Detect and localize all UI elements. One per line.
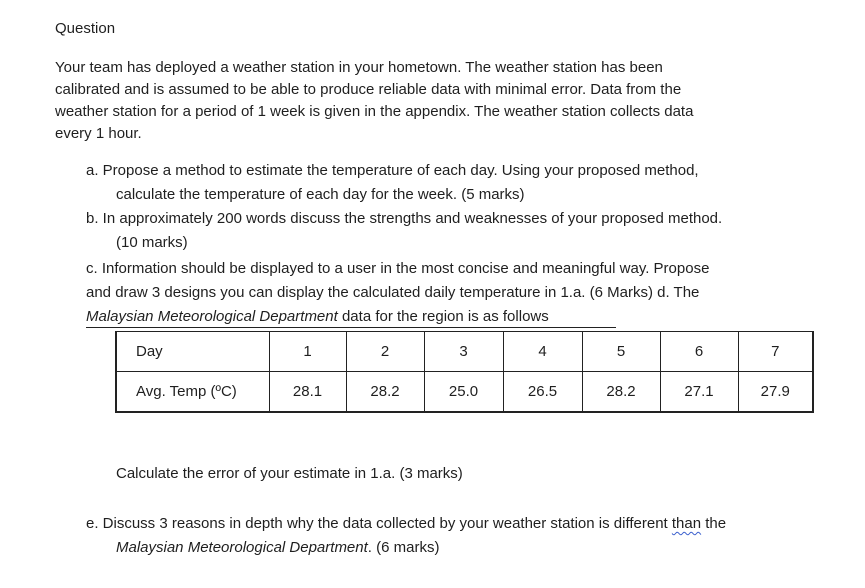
part-a-line: a. Propose a method to estimate the temperature of each day. Using your proposed method, xyxy=(86,162,699,179)
day-cell: 1 xyxy=(269,332,346,372)
temp-cell: 27.1 xyxy=(660,372,738,413)
part-a-line: calculate the temperature of each day for the week. (5 marks) xyxy=(116,186,525,203)
intro-line: every 1 hour. xyxy=(55,125,142,142)
day-cell: 6 xyxy=(660,332,738,372)
part-c-line-rest: data for the region is as follows xyxy=(337,308,549,325)
intro-line: Your team has deployed a weather station in your hometown. The weather station has been xyxy=(55,59,663,76)
part-c-line: c. Information should be displayed to a user in the most concise and meaningful way. Propose xyxy=(86,260,710,277)
part-e-line-end: the xyxy=(701,515,727,532)
day-cell: 3 xyxy=(424,332,503,372)
day-cell: 2 xyxy=(346,332,424,372)
spellcheck-word: than xyxy=(671,515,702,532)
table-row xyxy=(116,372,813,413)
part-e-line xyxy=(86,515,726,533)
department-name: Malaysian Meteorological Department xyxy=(116,539,368,556)
part-b-line: (10 marks) xyxy=(116,234,188,251)
department-name: Malaysian Meteorological Department xyxy=(86,308,338,325)
part-c-line: and draw 3 designs you can display the calculated daily temperature in 1.a. (6 Marks) d. The xyxy=(86,284,700,301)
temp-cell: 28.2 xyxy=(346,372,424,413)
temp-cell: 27.9 xyxy=(738,372,813,413)
question-heading: Question xyxy=(55,20,116,37)
part-b-line: b. In approximately 200 words discuss the strengths and weaknesses of your proposed method. xyxy=(86,210,723,227)
part-c-line xyxy=(86,308,549,326)
day-cell: 4 xyxy=(503,332,582,372)
part-d-calculation: Calculate the error of your estimate in 1.a. (3 marks) xyxy=(116,465,463,482)
temp-cell: 26.5 xyxy=(503,372,582,413)
intro-line: weather station for a period of 1 week is given in the appendix. The weather station collects data xyxy=(55,103,694,120)
intro-line: calibrated and is assumed to be able to produce reliable data with minimal error. Data from the xyxy=(55,81,682,98)
part-e-line xyxy=(116,539,439,557)
row-header-avg-temp: Avg. Temp (ºC) xyxy=(116,372,269,413)
day-cell: 7 xyxy=(738,332,813,372)
day-cell: 5 xyxy=(582,332,660,372)
temperature-table xyxy=(115,331,814,413)
row-header-day: Day xyxy=(116,332,269,372)
table-row xyxy=(116,332,813,372)
temp-cell: 28.2 xyxy=(582,372,660,413)
part-e-line-rest: . (6 marks) xyxy=(367,539,440,556)
underline-rule xyxy=(86,327,616,328)
temp-cell: 28.1 xyxy=(269,372,346,413)
part-e-line-start: e. Discuss 3 reasons in depth why the data collected by your weather station is different xyxy=(86,515,672,532)
temp-cell: 25.0 xyxy=(424,372,503,413)
